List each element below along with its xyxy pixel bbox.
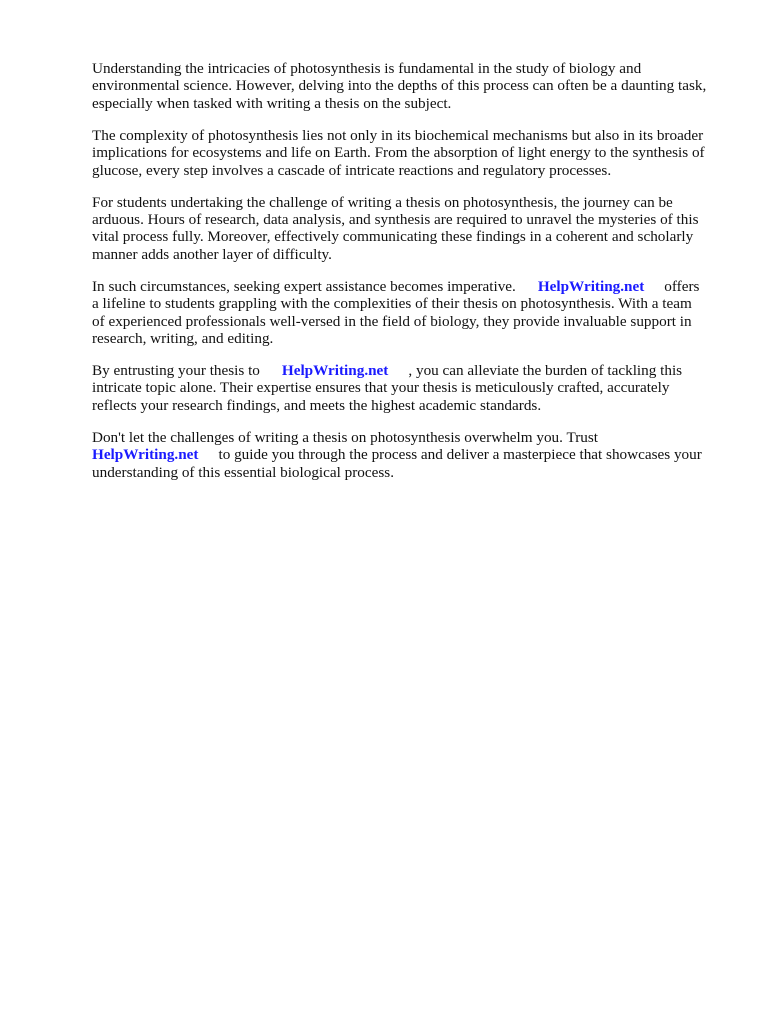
paragraph-assistance	[92, 278, 724, 348]
paragraph-entrusting	[92, 362, 724, 414]
paragraph-complexity	[92, 127, 724, 179]
paragraph-assistance-text-after: offers a lifeline to students grappling with the complexities of their thesis on photosynthesis. With a team of experienced professionals well-versed in the field of biology, they provide invaluable support in research, writing, and editing.	[92, 277, 700, 348]
paragraph-challenge	[92, 194, 724, 264]
paragraph-entrusting-text-after: , you can alleviate the burden of tackling this intricate topic alone. Their expertise ensures that your thesis is meticulously crafted, accurately reflects your research findings, and meets the highest academic standards.	[92, 362, 683, 414]
paragraph-assistance-text-before: In such circumstances, seeking expert assistance becomes imperative.	[92, 277, 516, 295]
helpwriting-link-1[interactable]: HelpWriting.net	[537, 277, 645, 295]
paragraph-closing-text-after: to guide you through the process and deliver a masterpiece that showcases your understanding of this essential biological process.	[92, 446, 702, 481]
paragraph-entrusting-text-before: By entrusting your thesis to	[92, 362, 260, 380]
helpwriting-link-3[interactable]: HelpWriting.net	[92, 446, 199, 464]
paragraph-intro-text: Understanding the intricacies of photosynthesis is fundamental in the study of biology and environmental science. However, delving into the depths of this process can often be a daunting task, especially when tasked with writing a thesis on the subject.	[92, 60, 707, 112]
paragraph-challenge-text: For students undertaking the challenge of writing a thesis on photosynthesis, the journey can be arduous. Hours of research, data analysis, and synthesis are required to unravel the mysteries of this vital process fully. Moreover, effectively communicating these findings in a coherent and scholarly manner adds another layer of difficulty.	[92, 193, 699, 263]
paragraph-closing-text-before: Don't let the challenges of writing a thesis on photosynthesis overwhelm you. Trust	[92, 428, 598, 446]
document-body	[92, 60, 724, 496]
paragraph-complexity-text: The complexity of photosynthesis lies not only in its biochemical mechanisms but also in its broader implications for ecosystems and life on Earth. From the absorption of light energy to the synthesis of glucose, every step involves a cascade of intricate reactions and regulatory processes.	[92, 126, 705, 179]
helpwriting-link-2[interactable]: HelpWriting.net	[281, 362, 389, 380]
paragraph-closing	[92, 429, 724, 481]
paragraph-intro	[92, 60, 724, 112]
